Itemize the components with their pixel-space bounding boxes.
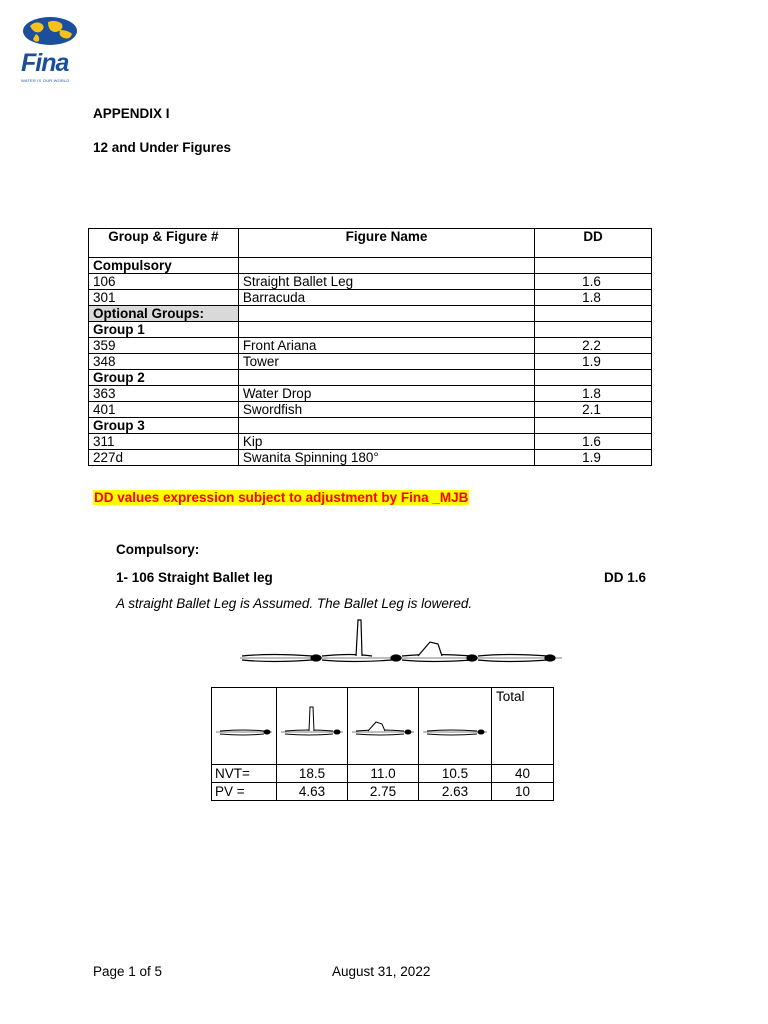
- cell-figure-name: Barracuda: [238, 290, 534, 306]
- figure-sequence-illustration: [238, 616, 564, 670]
- table-row: [89, 322, 652, 338]
- cell-figure-name: Kip: [238, 434, 534, 450]
- cell-dd: [535, 322, 652, 338]
- cell-figure-name: Tower: [238, 354, 534, 370]
- cell-group-figure: Optional Groups:: [89, 306, 239, 322]
- table-row: [89, 338, 652, 354]
- pv-value: 2.63: [419, 783, 492, 801]
- cell-group-figure: 227d: [89, 450, 239, 466]
- cell-figure-name: [238, 258, 534, 274]
- pv-value: 4.63: [277, 783, 348, 801]
- nvt-label: NVT=: [212, 765, 277, 783]
- footer-page-number: Page 1 of 5: [93, 964, 163, 979]
- cell-group-figure: 348: [89, 354, 239, 370]
- cell-figure-name: [238, 370, 534, 386]
- table-row: [89, 370, 652, 386]
- cell-figure-name: Front Ariana: [238, 338, 534, 354]
- header-figure-name: Figure Name: [238, 229, 534, 258]
- nvt-value: 18.5: [277, 765, 348, 783]
- table-row: [89, 418, 652, 434]
- logo-wordmark: Fina: [21, 49, 69, 77]
- cell-group-figure: 359: [89, 338, 239, 354]
- cell-dd: 1.6: [535, 434, 652, 450]
- table-row: [89, 306, 652, 322]
- header-group-figure: Group & Figure #: [89, 229, 239, 258]
- ballet-leg-position-icon: [277, 688, 347, 760]
- figure-dd: DD 1.6: [604, 570, 647, 585]
- figure-heading: 1- 106 Straight Ballet leg: [116, 570, 273, 585]
- position-cell-3: [348, 688, 419, 765]
- page-subtitle: 12 and Under Figures: [93, 140, 232, 155]
- cell-figure-name: Water Drop: [238, 386, 534, 402]
- table-row: [89, 386, 652, 402]
- nvt-value: 11.0: [348, 765, 419, 783]
- swimmer-back-layout-icon: [212, 688, 276, 760]
- pv-total: 10: [492, 783, 554, 801]
- cell-dd: 2.2: [535, 338, 652, 354]
- figure-description: A straight Ballet Leg is Assumed. The Ballet Leg is lowered.: [116, 596, 473, 611]
- swimmer-back-layout-end-icon: [419, 688, 491, 760]
- total-label: Total: [492, 688, 554, 765]
- cell-figure-name: Swordfish: [238, 402, 534, 418]
- pv-label: PV =: [212, 783, 277, 801]
- cell-group-figure: 301: [89, 290, 239, 306]
- cell-group-figure: 363: [89, 386, 239, 402]
- cell-figure-name: [238, 322, 534, 338]
- table-header-row: [89, 229, 652, 258]
- bent-knee-position-icon: [348, 688, 418, 760]
- cell-group-figure: 401: [89, 402, 239, 418]
- table-row: [89, 402, 652, 418]
- cell-group-figure: Group 1: [89, 322, 239, 338]
- cell-dd: 1.9: [535, 450, 652, 466]
- cell-dd: 1.8: [535, 290, 652, 306]
- score-table: [211, 687, 554, 801]
- adjustment-note: DD values expression subject to adjustment by Fina _MJB: [94, 490, 469, 505]
- position-cell-2: [277, 688, 348, 765]
- cell-group-figure: Group 2: [89, 370, 239, 386]
- cell-group-figure: 106: [89, 274, 239, 290]
- cell-dd: [535, 306, 652, 322]
- cell-figure-name: Straight Ballet Leg: [238, 274, 534, 290]
- table-row: [89, 274, 652, 290]
- figures-table: [88, 228, 652, 466]
- appendix-title: APPENDIX I: [93, 106, 170, 121]
- position-cell-4: [419, 688, 492, 765]
- illustration-row: [212, 688, 554, 765]
- table-row: [89, 290, 652, 306]
- cell-dd: 1.9: [535, 354, 652, 370]
- position-cell-1: [212, 688, 277, 765]
- nvt-row: [212, 765, 554, 783]
- footer-date: August 31, 2022: [332, 964, 431, 979]
- cell-dd: 1.6: [535, 274, 652, 290]
- cell-dd: [535, 258, 652, 274]
- table-row: [89, 354, 652, 370]
- cell-dd: 1.8: [535, 386, 652, 402]
- cell-dd: [535, 418, 652, 434]
- nvt-total: 40: [492, 765, 554, 783]
- pv-row: [212, 783, 554, 801]
- table-row: [89, 258, 652, 274]
- pv-value: 2.75: [348, 783, 419, 801]
- cell-dd: 2.1: [535, 402, 652, 418]
- logo-tagline: WATER IS OUR WORLD: [21, 78, 70, 83]
- nvt-value: 10.5: [419, 765, 492, 783]
- cell-figure-name: [238, 418, 534, 434]
- compulsory-heading: Compulsory:: [116, 542, 200, 557]
- cell-figure-name: Swanita Spinning 180°: [238, 450, 534, 466]
- cell-group-figure: 311: [89, 434, 239, 450]
- table-row: [89, 434, 652, 450]
- cell-figure-name: [238, 306, 534, 322]
- fina-logo: [20, 16, 80, 82]
- table-row: [89, 450, 652, 466]
- header-dd: DD: [535, 229, 652, 258]
- cell-group-figure: Group 3: [89, 418, 239, 434]
- cell-dd: [535, 370, 652, 386]
- cell-group-figure: Compulsory: [89, 258, 239, 274]
